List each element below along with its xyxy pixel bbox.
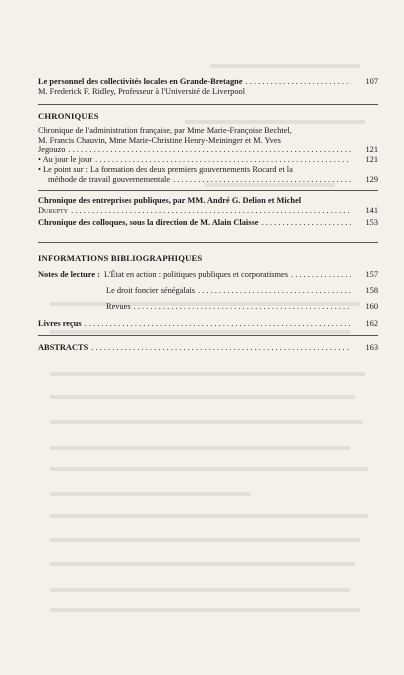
section-divider	[38, 190, 378, 191]
toc-entry-droit-foncier	[38, 286, 378, 296]
section-divider	[38, 335, 378, 336]
toc-entry-personnel	[38, 77, 378, 96]
entry-line: méthode de travail gouvernementale	[48, 174, 171, 184]
leader-dots	[198, 286, 351, 296]
section-heading-chroniques: CHRONIQUES	[38, 111, 99, 121]
page-number: 141	[365, 205, 378, 215]
toc-entry-jour	[38, 155, 378, 165]
leader-dots	[134, 302, 351, 312]
section-heading-informations: INFORMATIONS BIBLIOGRAPHIQUES	[38, 253, 203, 263]
entry-title: Revues	[106, 302, 131, 311]
page-number: 107	[365, 77, 378, 86]
toc-entry-colloques	[38, 218, 378, 228]
entry-line: Chronique de l'administration française, par Mme Marie-Françoise Bechtel,	[38, 126, 292, 135]
page-number: 129	[365, 174, 378, 184]
toc-entry-point	[38, 165, 378, 184]
entry-line: Durupty	[38, 205, 69, 215]
page-number: 153	[365, 218, 378, 227]
toc-entry-revues	[38, 302, 378, 312]
toc-entry-livres	[38, 319, 378, 329]
leader-dots	[246, 77, 351, 87]
leader-dots	[95, 155, 351, 165]
entry-title: Livres reçus	[38, 319, 82, 328]
leader-dots	[291, 270, 351, 280]
toc-entry-admin	[38, 126, 378, 155]
section-divider	[38, 242, 378, 243]
leader-dots	[71, 206, 351, 216]
page-number: 158	[365, 286, 378, 295]
leader-dots	[68, 145, 351, 155]
page-number: 162	[365, 319, 378, 328]
section-divider	[38, 104, 378, 105]
entry-line: Chronique des entreprises publiques, par MM. André G. Delion et Michel	[38, 196, 302, 205]
toc-entry-notes	[38, 270, 378, 280]
entry-title: Le droit foncier sénégalais	[106, 286, 196, 295]
toc-entry-abstracts	[38, 343, 378, 353]
entry-title: Chronique des colloques, sous la direction de M. Alain Claisse	[38, 218, 259, 227]
entry-line: • Le point sur : La formation des deux premiers gouvernements Rocard et la	[38, 165, 293, 174]
leader-dots	[85, 319, 351, 329]
leader-dots	[173, 175, 351, 185]
page-number: 121	[365, 145, 378, 155]
page-number: 163	[365, 343, 378, 352]
entry-title: ABSTRACTS	[38, 343, 89, 352]
page-number: 157	[365, 270, 378, 279]
entry-line: M. Francis Chauvin, Mme Marie-Christine Henry-Meininger et M. Yves	[38, 135, 281, 145]
entry-title: Le personnel des collectivités locales en Grande-Bretagne	[38, 77, 243, 86]
entry-line: Jegouzo	[38, 145, 66, 155]
toc-entry-entreprises	[38, 196, 378, 215]
page-number: 121	[365, 155, 378, 164]
notes-label: Notes de lecture :	[38, 270, 100, 279]
leader-dots	[91, 343, 351, 353]
entry-title: L'État en action : politiques publiques et corporatismes	[103, 270, 289, 279]
page-number: 160	[365, 302, 378, 311]
entry-title: • Au jour le jour	[38, 155, 93, 164]
leader-dots	[262, 218, 352, 228]
entry-author: M. Frederick F. Ridley, Professeur à l'Université de Liverpool	[38, 86, 246, 96]
